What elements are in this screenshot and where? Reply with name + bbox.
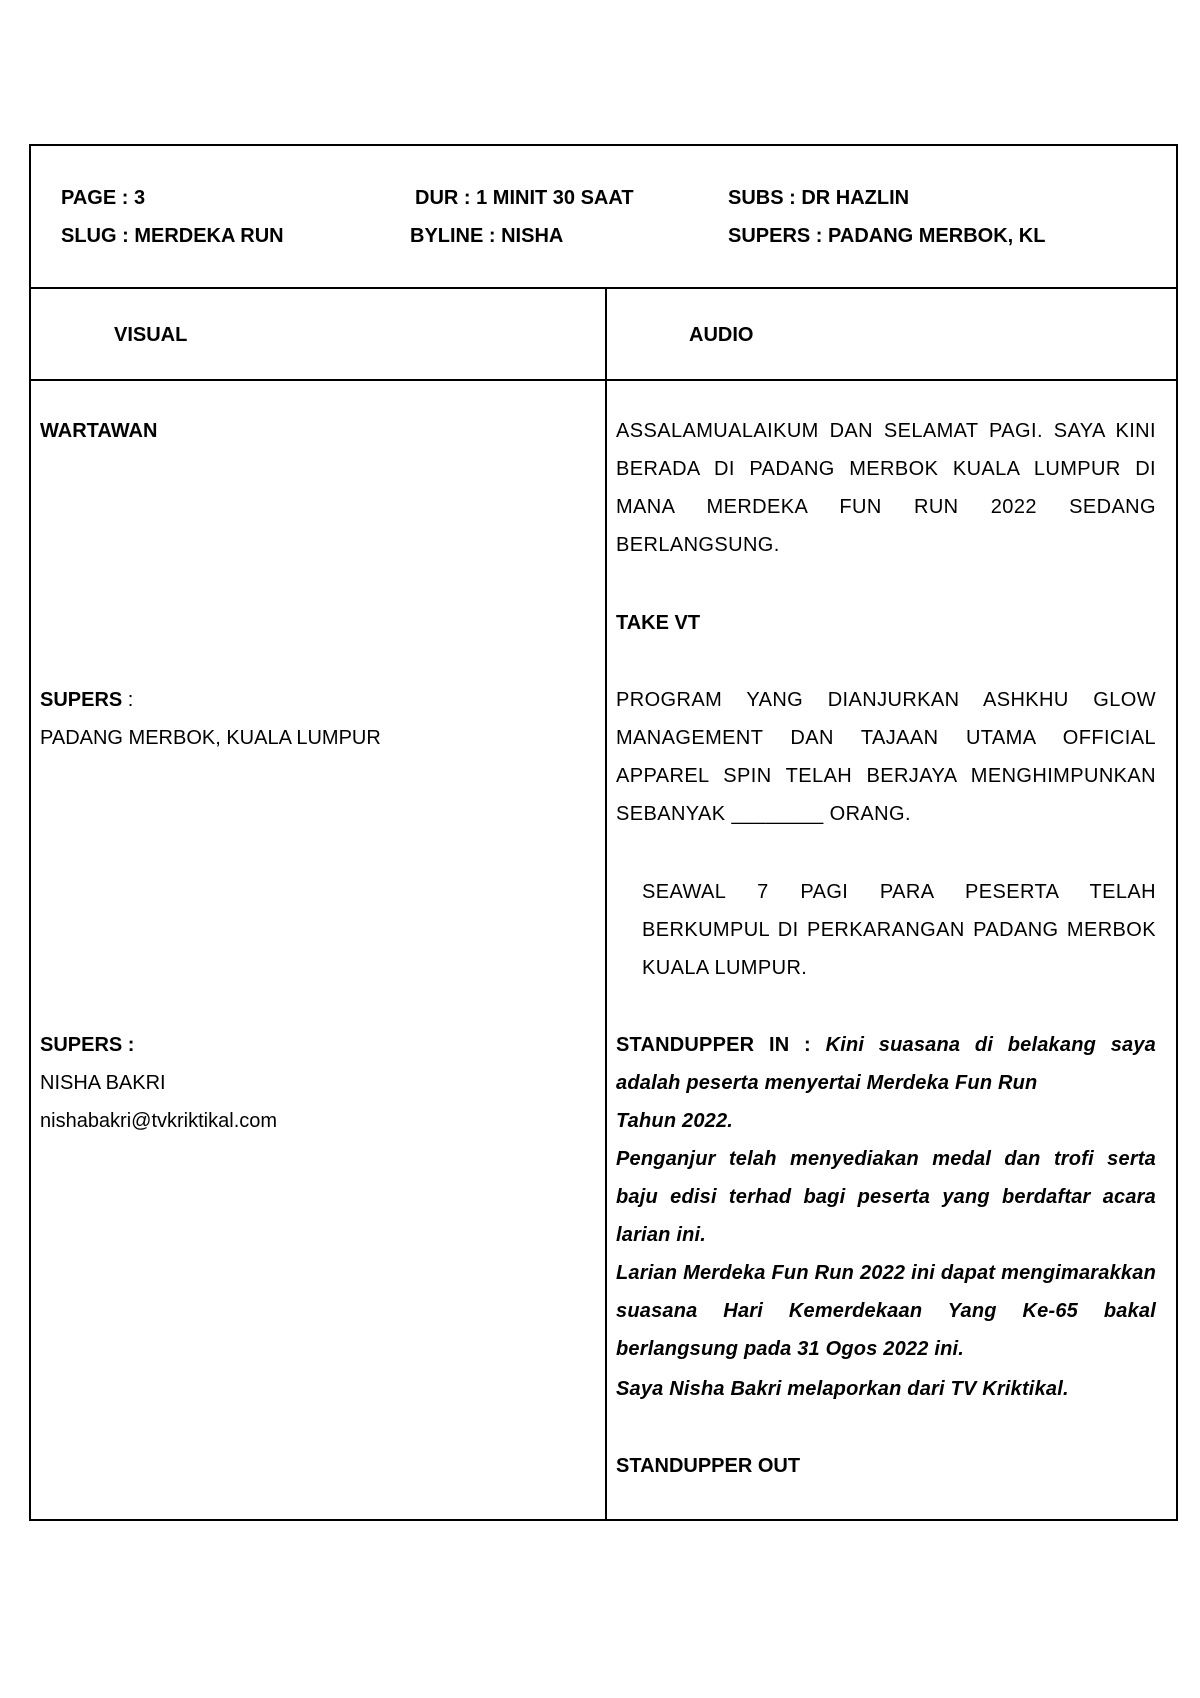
audio-paragraph-1: ASSALAMUALAIKUM DAN SELAMAT PAGI. SAYA KINI BERADA DI PADANG MERBOK KUALA LUMPUR DI MANA MERDEKA FUN RUN 2022 SEDANG BERLANGSUNG. <box>616 420 1156 556</box>
page-number: PAGE : 3 <box>61 187 146 209</box>
standupper-line-1b: Tahun 2022. <box>616 1110 734 1132</box>
duration: DUR : 1 MINIT 30 SAAT <box>415 187 634 209</box>
standupper-out-cue: STANDUPPER OUT <box>616 1455 801 1477</box>
visual-supers-location <box>40 681 600 757</box>
reporter-email: nishabakri@tvkriktikal.com <box>40 1110 278 1132</box>
script-header <box>31 146 1176 289</box>
visual-supers-reporter <box>40 1026 600 1140</box>
audio-standupper <box>616 1026 1156 1368</box>
audio-seawal <box>616 873 1156 987</box>
audio-paragraph-3: SEAWAL 7 PAGI PARA PESERTA TELAH BERKUMPUL DI PERKARANGAN PADANG MERBOK KUALA LUMPUR. <box>642 881 1156 979</box>
audio-take-vt <box>616 604 1156 642</box>
standupper-in-separator: : <box>789 1034 826 1056</box>
supers-label: SUPERS <box>40 689 123 711</box>
column-header-row <box>31 289 1176 381</box>
visual-wartawan <box>40 412 600 450</box>
standupper-line-2: Penganjur telah menyediakan medal dan trofi serta baju edisi terhad bagi peserta yang berdaftar acara larian ini. <box>616 1148 1156 1246</box>
subs: SUBS : DR HAZLIN <box>728 187 910 209</box>
audio-paragraph-2: PROGRAM YANG DIANJURKAN ASHKHU GLOW MANAGEMENT DAN TAJAAN UTAMA OFFICIAL APPAREL SPIN TELAH BERJAYA MENGHIMPUNKAN SEBANYAK ________ ORANG. <box>616 689 1156 825</box>
audio-intro <box>616 412 1156 564</box>
byline: BYLINE : NISHA <box>410 225 564 247</box>
supers-location-text: PADANG MERBOK, KUALA LUMPUR <box>40 727 381 749</box>
supers-header: SUPERS : PADANG MERBOK, KL <box>728 225 1046 247</box>
standupper-line-3: Larian Merdeka Fun Run 2022 ini dapat mengimarakkan suasana Hari Kemerdekaan Yang Ke-65 bakal berlangsung pada 31 Ogos 2022 ini. <box>616 1262 1156 1360</box>
signoff-line: Saya Nisha Bakri melaporkan dari TV Kriktikal. <box>616 1378 1069 1400</box>
column-divider <box>605 289 607 1519</box>
visual-column-header: VISUAL <box>114 324 188 346</box>
audio-column-header: AUDIO <box>689 324 754 346</box>
supers-colon: : <box>122 689 134 711</box>
audio-program <box>616 681 1156 833</box>
wartawan-label: WARTAWAN <box>40 420 158 442</box>
supers-label-2: SUPERS : <box>40 1034 135 1056</box>
slug: SLUG : MERDEKA RUN <box>61 225 284 247</box>
standupper-in-paragraph <box>616 1026 1156 1102</box>
audio-signoff <box>616 1370 1156 1408</box>
standupper-line-1: Kini suasana di belakang saya adalah peserta menyertai Merdeka Fun Run <box>616 1034 1156 1094</box>
standupper-in-label: STANDUPPER IN <box>616 1034 790 1056</box>
audio-standupper-out <box>616 1447 1156 1485</box>
take-vt-cue: TAKE VT <box>616 612 701 634</box>
script-sheet <box>29 144 1178 1521</box>
reporter-name: NISHA BAKRI <box>40 1072 166 1094</box>
